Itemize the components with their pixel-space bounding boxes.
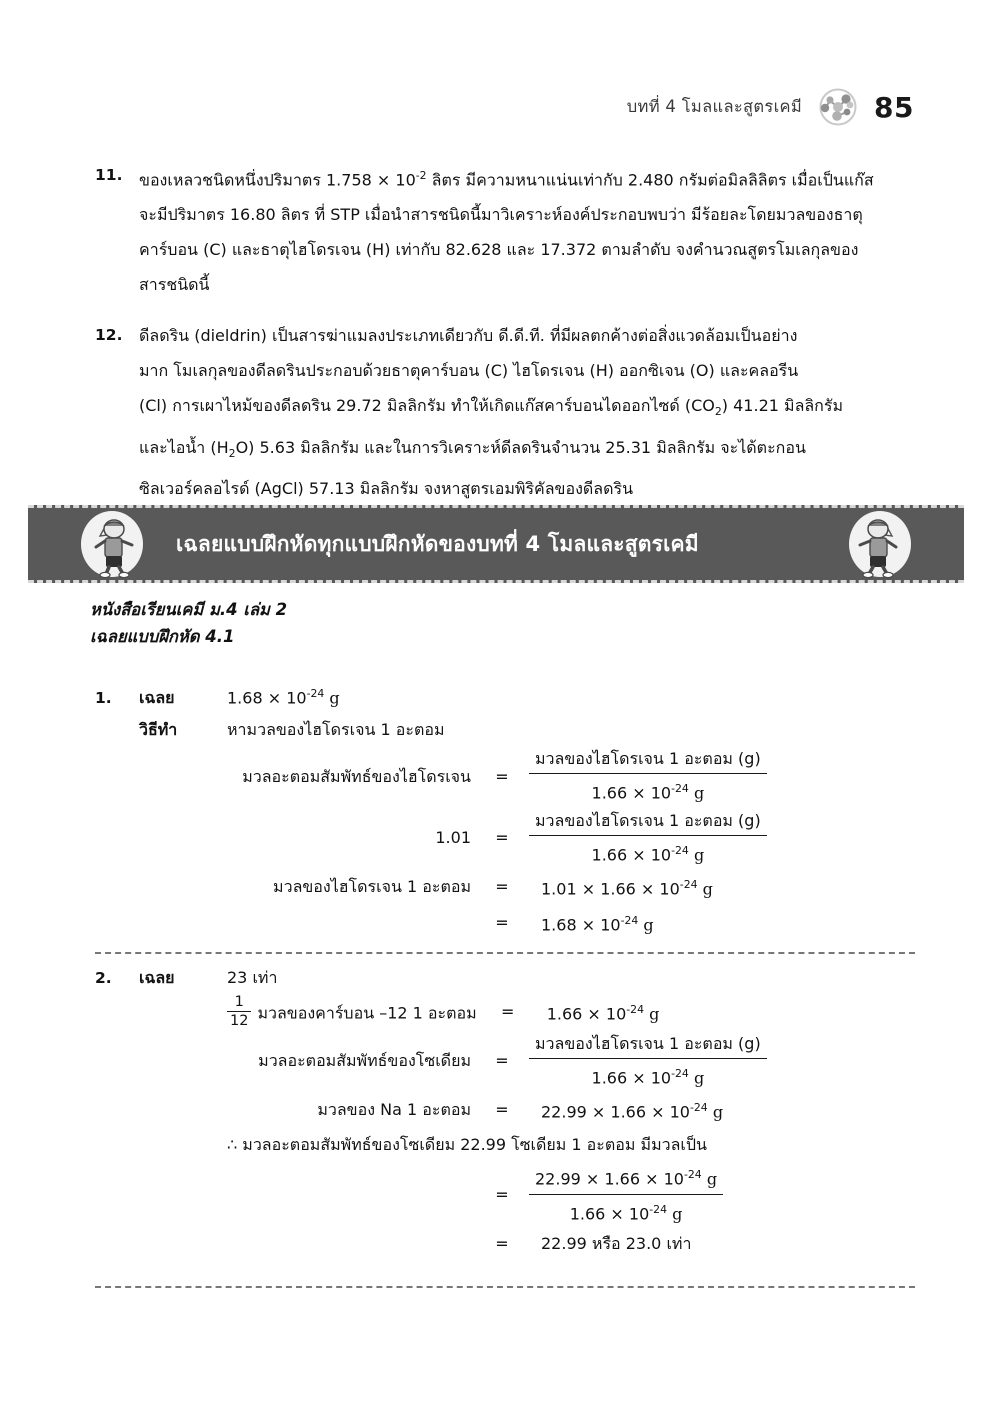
equals-sign: = <box>500 1002 515 1022</box>
solution-row <box>95 1031 915 1092</box>
fraction <box>529 808 767 869</box>
solutions-list <box>95 678 915 1288</box>
fraction-numerator: มวลของไฮโดรเจน 1 อะตอม (g) <box>529 1031 767 1059</box>
row-left: มวลของไฮโดรเจน 1 อะตอม <box>273 877 471 897</box>
equals-sign: = <box>495 1233 509 1253</box>
fraction <box>529 1031 767 1092</box>
questions-list <box>95 158 915 522</box>
student-mascot-icon <box>844 509 916 579</box>
equals-sign: = <box>495 913 509 933</box>
question-line: สารชนิดนี้ <box>139 275 210 295</box>
solution-row <box>95 1092 915 1128</box>
row-right: $1.01 \times 1.66 \times 10^{-24}$ g <box>541 877 713 899</box>
conclusion-line: ∴ มวลอะตอมสัมพัทธ์ของโซเดียม 22.99 โซเดียม 1 อะตอม มีมวลเป็น <box>227 1135 707 1155</box>
row-right <box>515 1162 915 1228</box>
solution-item-2 <box>95 962 915 1260</box>
solution-row <box>95 994 915 1031</box>
equals-sign: = <box>495 877 509 897</box>
question-line: คาร์บอน (C) และธาตุไฮโดรเจน (H) เท่ากับ 82.628 และ 17.372 ตามลำดับ จงคำนวณสูตรโมเลกุลของ <box>139 240 859 260</box>
fraction-denominator: 12 <box>230 1012 249 1029</box>
page-number: 85 <box>874 90 914 124</box>
fraction-denominator: $1.66 \times 10^{-24}$ g <box>569 1202 683 1223</box>
solution-row <box>95 869 915 905</box>
solution-row <box>95 746 915 807</box>
solution-answer-line <box>95 678 915 714</box>
banner-background <box>28 505 964 583</box>
question-body <box>139 158 915 302</box>
solution-item-1 <box>95 678 915 942</box>
question-line: มาก โมเลกุลของดีลดรินประกอบด้วยธาตุคาร์บอน (C) ไฮโดรเจน (H) ออกซิเจน (O) และคลอรีน <box>139 361 799 381</box>
fraction <box>529 1162 723 1228</box>
question-line: จะมีปริมาตร 16.80 ลิตร ที่ STP เมื่อนำสารชนิดนี้มาวิเคราะห์องค์ประกอบพบว่า มีร้อยละโดยมวลของธาตุ <box>139 205 863 225</box>
solution-row <box>95 1228 915 1260</box>
answer-label: เฉลย <box>139 967 175 987</box>
row-left: มวลของ Na 1 อะตอม <box>317 1100 471 1120</box>
row-left: มวลอะตอมสัมพัทธ์ของไฮโดรเจน <box>242 766 471 786</box>
row-left: 1.01 <box>435 828 471 848</box>
answer-label: เฉลย <box>139 688 175 708</box>
question-line: และไอน้ำ $(H_2O)$ 5.63 มิลลิกรัม และในการวิเคราะห์ดีลดรินจำนวน 25.31 มิลลิกรัม จะได้ตะกอน <box>139 437 806 460</box>
solution-row <box>95 1162 915 1228</box>
fraction-numerator: 1 <box>227 994 251 1012</box>
method-label: วิธีทำ <box>139 720 178 740</box>
solution-row <box>95 808 915 869</box>
question-item <box>95 318 915 505</box>
fraction-one-twelfth <box>227 994 251 1031</box>
subheading <box>90 596 287 650</box>
row-left: มวลอะตอมสัมพัทธ์ของโซเดียม <box>258 1051 471 1071</box>
row-right: $22.99 \times 1.66 \times 10^{-24}$ g <box>541 1100 724 1122</box>
question-line: ดีลดริน (dieldrin) เป็นสารฆ่าแมลงประเภทเดียวกับ ดี.ดี.ที. ที่มีผลตกค้างต่อสิ่งแวดล้อมเป็นอย่าง <box>139 326 798 346</box>
section-divider <box>95 1286 915 1288</box>
question-number: 12. <box>95 326 123 345</box>
equals-sign: = <box>495 766 509 786</box>
section-banner <box>28 505 964 583</box>
row-right: $1.66 \times 10^{-24}$ g <box>546 1002 660 1024</box>
row-right: $1.68 \times 10^{-24}$ g <box>541 914 654 935</box>
row-right <box>515 1031 915 1092</box>
fraction-numerator: มวลของไฮโดรเจน 1 อะตอม (g) <box>529 746 767 774</box>
equals-sign: = <box>495 1185 509 1205</box>
solution-number: 1. <box>95 689 112 708</box>
question-line: (Cl) การเผาไหม้ของดีลดริน 29.72 มิลลิกรัม ทำให้เกิดแก๊สคาร์บอนไดออกไซด์ $(CO_2)$ 41.21 มิลลิกรัม <box>139 396 843 419</box>
equals-sign: = <box>495 828 509 848</box>
question-item <box>95 158 915 302</box>
row-left: $\frac{1}{12}$ มวลของคาร์บอน –12 1 อะตอม <box>227 994 495 1031</box>
molecule-icon <box>816 88 860 126</box>
fraction-denominator: $1.66 \times 10^{-24}$ g <box>591 843 705 864</box>
fraction <box>529 746 767 807</box>
fraction-numerator: มวลของไฮโดรเจน 1 อะตอม (g) <box>529 808 767 836</box>
subheading-book: หนังสือเรียนเคมี ม.4 เล่ม 2 <box>90 600 288 619</box>
banner-title: เฉลยแบบฝึกหัดทุกแบบฝึกหัดของบทที่ 4 โมลและสูตรเคมี <box>176 531 699 556</box>
chapter-title: บทที่ 4 โมลและสูตรเคมี <box>626 97 803 116</box>
row-right <box>515 746 915 807</box>
equals-sign: = <box>495 1051 509 1071</box>
subheading-exercise: เฉลยแบบฝึกหัด 4.1 <box>90 627 235 646</box>
solution-method-line <box>95 714 915 746</box>
question-body <box>139 318 915 505</box>
equals-sign: = <box>495 1100 509 1120</box>
question-line: ซิลเวอร์คลอไรด์ (AgCl) 57.13 มิลลิกรัม จงหาสูตรเอมพิริคัลของดีลดริน <box>139 478 634 498</box>
section-divider <box>95 952 915 954</box>
fraction-denominator: $1.66 \times 10^{-24}$ g <box>591 1066 705 1087</box>
solution-number: 2. <box>95 968 112 987</box>
fraction-denominator: $1.66 \times 10^{-24}$ g <box>591 782 705 803</box>
answer-value: $1.68 \times 10^{-24}$ g <box>227 687 340 708</box>
solution-answer-line <box>95 962 915 994</box>
student-mascot-icon <box>76 509 148 579</box>
question-number: 11. <box>95 166 123 184</box>
row-right <box>515 808 915 869</box>
answer-value: 23 เท่า <box>227 967 278 987</box>
fraction-numerator: $22.99 \times 1.66 \times 10^{-24}$ g <box>529 1162 723 1194</box>
page-header <box>627 88 914 126</box>
row-right: 22.99 หรือ 23.0 เท่า <box>541 1233 692 1253</box>
method-text: หามวลของไฮโดรเจน 1 อะตอม <box>227 720 445 740</box>
question-line: ของเหลวชนิดหนึ่งปริมาตร $1.758 \times 10^{-2}$ ลิตร มีความหนาแน่นเท่ากับ 2.480 กรัมต่อมิลลิลิตร เมื่อเป็นแก๊ส <box>139 169 874 190</box>
solution-row <box>95 905 915 941</box>
